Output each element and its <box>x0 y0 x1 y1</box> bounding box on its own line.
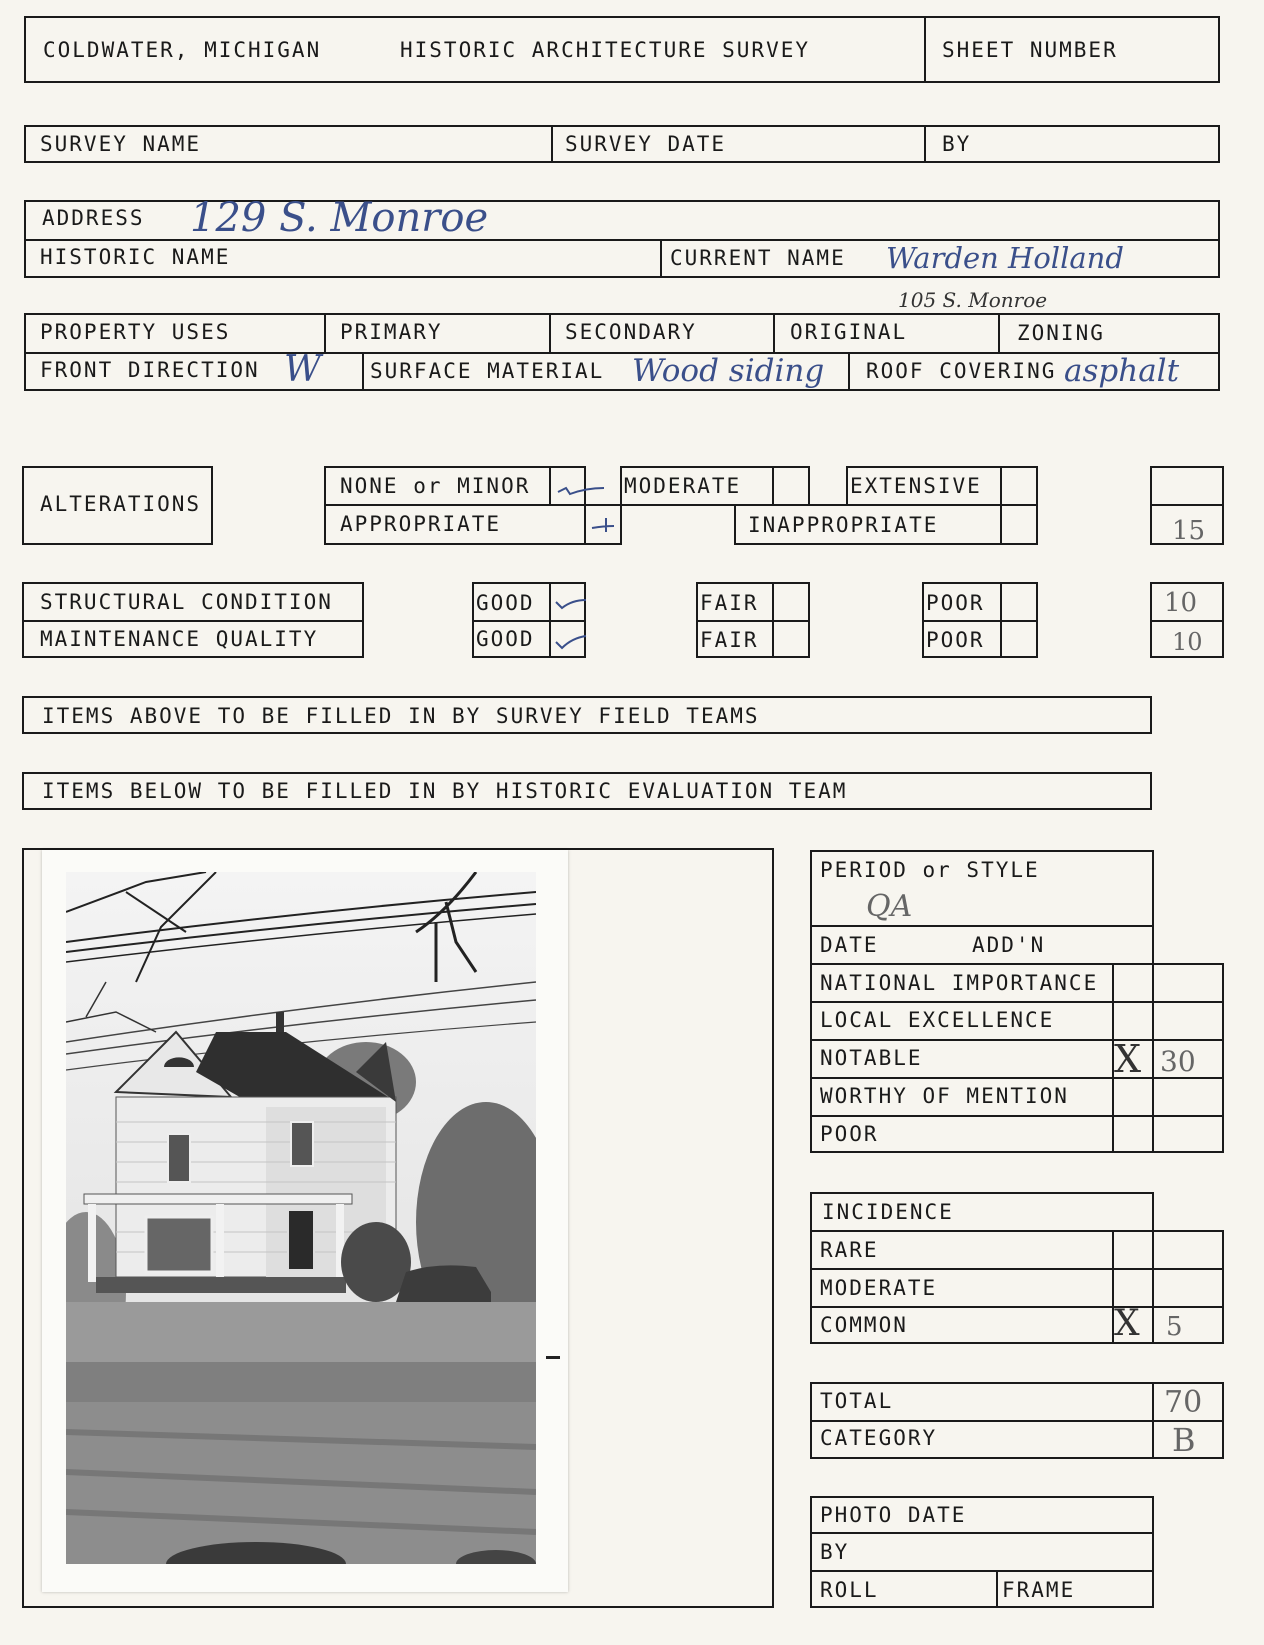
survey-divider-2 <box>924 125 926 163</box>
maintenance-good-label: GOOD <box>476 627 535 651</box>
house-photograph <box>66 872 536 1564</box>
extensive-divider <box>1000 466 1002 506</box>
survey-date-label: SURVEY DATE <box>565 132 727 156</box>
notable-score: 30 <box>1160 1045 1196 1078</box>
survey-title: HISTORIC ARCHITECTURE SURVEY <box>400 38 811 62</box>
appropriate-label: APPROPRIATE <box>340 512 502 536</box>
structural-good-label: GOOD <box>476 591 535 615</box>
date-label: DATE <box>820 933 879 957</box>
maintenance-score: 10 <box>1172 628 1203 656</box>
uses-divider-6 <box>848 352 850 391</box>
importance-divider-2 <box>1152 963 1154 1153</box>
property-uses-label: PROPERTY USES <box>40 320 231 344</box>
good-divider-v <box>549 582 551 658</box>
category-value: B <box>1172 1421 1196 1459</box>
addn-label: ADD'N <box>972 933 1046 957</box>
worthy-of-mention-label: WORTHY OF MENTION <box>820 1084 1069 1108</box>
importance-row-1 <box>810 1001 1224 1003</box>
common-label: COMMON <box>820 1313 908 1337</box>
roof-covering-value: asphalt <box>1064 353 1180 389</box>
address-label: ADDRESS <box>42 206 145 230</box>
incidence-divider-2 <box>1152 1230 1154 1344</box>
moderate-divider <box>772 466 774 506</box>
survey-name-label: SURVEY NAME <box>40 132 202 156</box>
original-label: ORIGINAL <box>790 320 908 344</box>
surface-material-value: Wood siding <box>632 353 825 389</box>
totals-divider-v <box>1152 1382 1154 1459</box>
inappropriate-divider <box>1000 504 1002 545</box>
historic-name-label: HISTORIC NAME <box>40 245 231 269</box>
total-value: 70 <box>1164 1385 1203 1420</box>
items-above-note: ITEMS ABOVE TO BE FILLED IN BY SURVEY FIELD TEAMS <box>42 704 760 728</box>
appropriate-divider <box>584 504 586 545</box>
fair-divider-v <box>772 582 774 658</box>
photo-date-label: PHOTO DATE <box>820 1503 967 1527</box>
incidence-row-2 <box>810 1306 1224 1308</box>
city-label: COLDWATER, MICHIGAN <box>43 38 322 62</box>
uses-divider-3 <box>773 313 775 352</box>
importance-row-4 <box>810 1115 1224 1117</box>
moderate-label: MODERATE <box>624 474 742 498</box>
photo-tick-mark <box>546 1356 560 1359</box>
front-direction-value: W <box>284 349 322 390</box>
roll-label: ROLL <box>820 1578 879 1602</box>
sheet-number-label: SHEET NUMBER <box>942 38 1118 62</box>
structural-condition-label: STRUCTURAL CONDITION <box>40 590 333 614</box>
structural-poor-label: POOR <box>926 591 985 615</box>
maintenance-quality-label: MAINTENANCE QUALITY <box>40 627 319 651</box>
current-name-label: CURRENT NAME <box>670 246 846 270</box>
alterations-score: 15 <box>1172 516 1206 546</box>
incidence-moderate-label: MODERATE <box>820 1276 938 1300</box>
rare-label: RARE <box>820 1238 879 1262</box>
period-value: QA <box>866 889 913 924</box>
photo-by-label: BY <box>820 1540 850 1564</box>
none-minor-divider <box>549 466 551 506</box>
uses-divider-1 <box>324 313 326 352</box>
alterations-label: ALTERATIONS <box>40 492 202 516</box>
current-name-note: 105 S. Monroe <box>898 288 1048 312</box>
identity-divider-v <box>660 239 662 278</box>
items-below-note: ITEMS BELOW TO BE FILLED IN BY HISTORIC EVALUATION TEAM <box>42 779 848 803</box>
primary-label: PRIMARY <box>340 320 443 344</box>
category-label: CATEGORY <box>820 1426 938 1450</box>
check-mark-icon <box>556 476 606 500</box>
condition-label-divider <box>22 620 364 622</box>
photo-info-row-2 <box>810 1570 1154 1572</box>
photo-info-row-1 <box>810 1532 1154 1534</box>
survey-divider-1 <box>551 125 553 163</box>
surface-material-label: SURFACE MATERIAL <box>370 359 605 383</box>
maintenance-poor-label: POOR <box>926 628 985 652</box>
notable-mark: X <box>1114 1037 1142 1081</box>
importance-row-2 <box>810 1039 1224 1041</box>
structural-score: 10 <box>1164 588 1198 618</box>
uses-divider-h <box>24 352 1220 354</box>
poor-divider-v <box>1000 582 1002 658</box>
uses-divider-2 <box>549 313 551 352</box>
maintenance-fair-label: FAIR <box>700 628 759 652</box>
total-label: TOTAL <box>820 1389 894 1413</box>
notable-label: NOTABLE <box>820 1046 923 1070</box>
local-excellence-label: LOCAL EXCELLENCE <box>820 1008 1055 1032</box>
common-score: 5 <box>1166 1312 1183 1342</box>
uses-divider-4 <box>998 313 1000 352</box>
check-mark-icon <box>554 628 588 652</box>
front-direction-label: FRONT DIRECTION <box>40 358 260 382</box>
secondary-label: SECONDARY <box>565 320 697 344</box>
fair-divider-h <box>696 620 810 622</box>
check-mark-icon <box>554 590 588 614</box>
poor-divider-h <box>922 620 1038 622</box>
incidence-row-1 <box>810 1268 1224 1270</box>
current-name-value: Warden Holland <box>886 241 1124 275</box>
check-mark-icon <box>590 512 630 536</box>
common-mark: X <box>1114 1303 1140 1344</box>
alterations-score-divider <box>1150 504 1224 506</box>
condition-score-divider <box>1150 620 1224 622</box>
incidence-label: INCIDENCE <box>822 1200 954 1224</box>
eval-poor-label: POOR <box>820 1122 879 1146</box>
inappropriate-label: INAPPROPRIATE <box>748 513 939 537</box>
none-minor-label: NONE or MINOR <box>340 474 531 498</box>
survey-by-label: BY <box>942 132 972 156</box>
structural-fair-label: FAIR <box>700 591 759 615</box>
totals-divider-h <box>810 1420 1224 1422</box>
extensive-label: EXTENSIVE <box>850 474 982 498</box>
period-label: PERIOD or STYLE <box>820 858 1040 882</box>
frame-label: FRAME <box>1002 1578 1076 1602</box>
address-value: 129 S. Monroe <box>190 195 489 241</box>
photo-info-divider <box>996 1570 998 1608</box>
national-importance-label: NATIONAL IMPORTANCE <box>820 971 1099 995</box>
roof-covering-label: ROOF COVERING <box>866 359 1057 383</box>
header-divider <box>924 16 926 83</box>
good-divider-h <box>472 620 586 622</box>
zoning-label: ZONING <box>1017 321 1105 345</box>
uses-divider-5 <box>362 352 364 391</box>
